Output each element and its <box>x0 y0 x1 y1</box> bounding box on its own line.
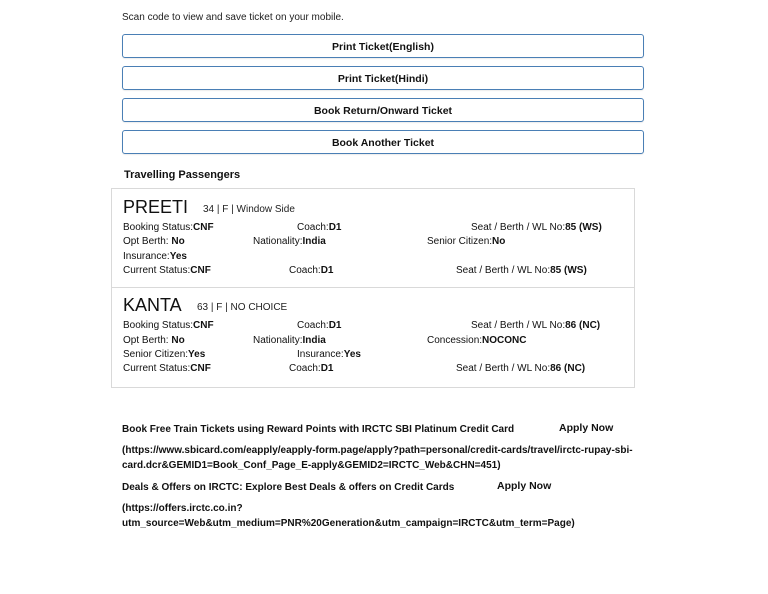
book-another-ticket-button[interactable]: Book Another Ticket <box>122 130 644 154</box>
senior-citizen: Senior Citizen:No <box>427 236 506 247</box>
opt-berth: Opt Berth: No <box>123 335 185 346</box>
booking-status: Booking Status:CNF <box>123 222 214 233</box>
insurance: Insurance:Yes <box>123 251 187 262</box>
nationality: Nationality:India <box>253 335 326 346</box>
opt-berth: Opt Berth: No <box>123 236 185 247</box>
current-coach: Coach:D1 <box>289 363 334 374</box>
current-status: Current Status:CNF <box>123 363 211 374</box>
promo-url[interactable]: (https://www.sbicard.com/eapply/eapply-form.page/apply?path=personal/credit-cards/travel/irctc-rupay-sbi-card.dcr&GEMID1=Book_Conf_Page_E-apply&GEMID2=IRCTC_Web&CHN=451) <box>122 445 633 471</box>
nationality: Nationality:India <box>253 236 326 247</box>
current-status: Current Status:CNF <box>123 265 211 276</box>
seat-berth: Seat / Berth / WL No:86 (NC) <box>471 320 601 331</box>
passenger-info: 34 | F | Window Side <box>203 204 295 215</box>
passenger-info: 63 | F | NO CHOICE <box>197 302 288 313</box>
passenger-name: PREETI <box>123 197 189 217</box>
current-coach: Coach:D1 <box>289 265 334 276</box>
promo-url[interactable]: (https://offers.irctc.co.in?utm_source=Web&utm_medium=PNR%20Generation&utm_campaign=IRCTC&utm_term=Page) <box>122 503 575 529</box>
booking-status: Booking Status:CNF <box>123 320 214 331</box>
travelling-passengers-title: Travelling Passengers <box>124 169 241 181</box>
passenger-card <box>111 188 635 288</box>
apply-now-link[interactable]: Apply Now <box>497 480 552 492</box>
scan-note: Scan code to view and save ticket on your mobile. <box>122 12 344 23</box>
passenger-name: KANTA <box>123 295 182 315</box>
print-ticket-english-button[interactable]: Print Ticket(English) <box>122 34 644 58</box>
coach: Coach:D1 <box>297 320 342 331</box>
promo-text: Deals & Offers on IRCTC: Explore Best Deals & offers on Credit Cards <box>122 482 455 493</box>
current-seat: Seat / Berth / WL No:86 (NC) <box>456 363 586 374</box>
concession: Concession:NOCONC <box>427 335 527 346</box>
current-seat: Seat / Berth / WL No:85 (WS) <box>456 265 587 276</box>
apply-now-link[interactable]: Apply Now <box>559 422 614 434</box>
promo-text: Book Free Train Tickets using Reward Points with IRCTC SBI Platinum Credit Card <box>122 424 515 435</box>
passenger-card <box>111 288 635 388</box>
coach: Coach:D1 <box>297 222 342 233</box>
book-return-onward-button[interactable]: Book Return/Onward Ticket <box>122 98 644 122</box>
senior-citizen: Senior Citizen:Yes <box>123 349 206 360</box>
print-ticket-hindi-button[interactable]: Print Ticket(Hindi) <box>122 66 644 90</box>
seat-berth: Seat / Berth / WL No:85 (WS) <box>471 222 602 233</box>
insurance: Insurance:Yes <box>297 349 361 360</box>
